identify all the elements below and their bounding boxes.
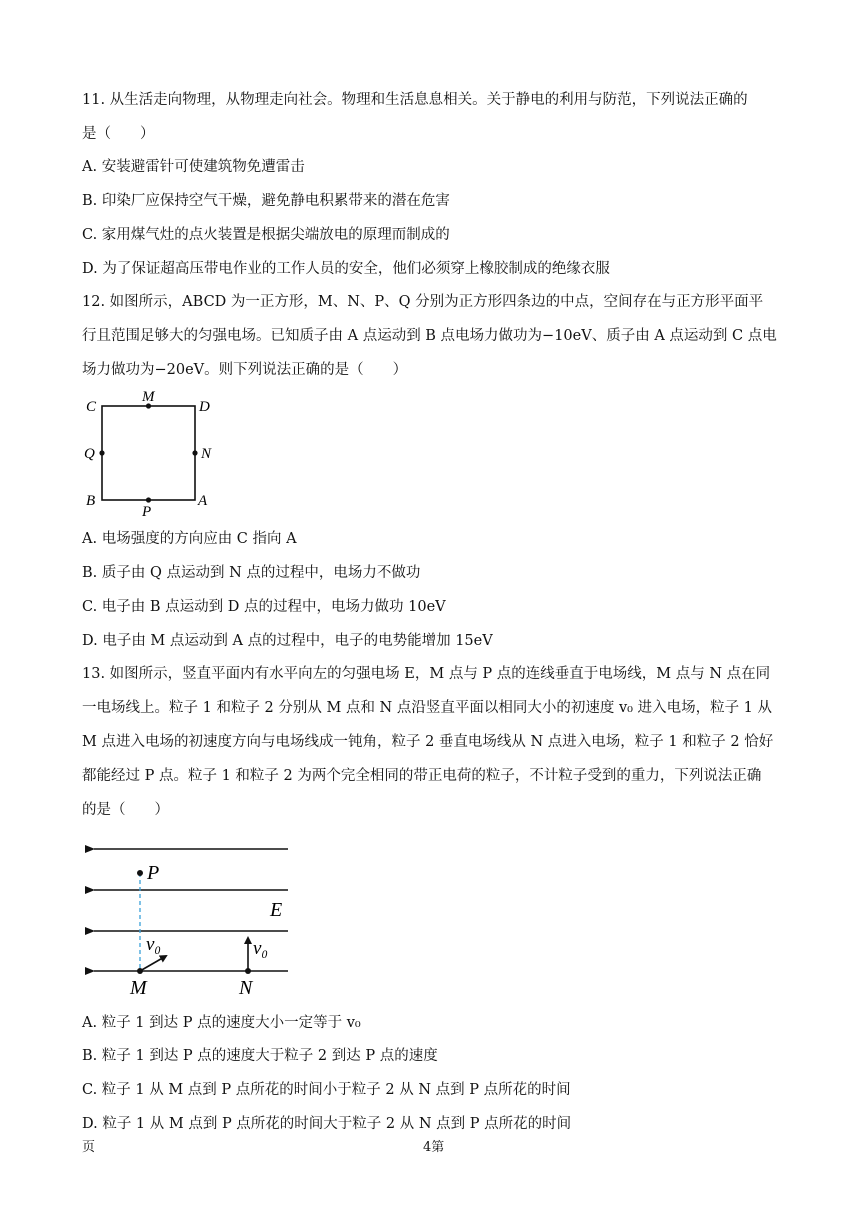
label-q: Q <box>84 446 95 462</box>
square-figure <box>82 388 222 520</box>
q12-stem-line1: 12. 如图所示，ABCD 为一正方形，M、N、P、Q 分别为正方形四条边的中点，空间存在与正方形平面平 <box>82 294 764 310</box>
q11-option-a: A. 安装避雷针可使建筑物免遭雷击 <box>82 159 305 175</box>
label-b: B <box>86 493 96 509</box>
label-a: A <box>198 493 208 509</box>
label-d: D <box>199 399 210 415</box>
q11-option-c: C. 家用煤气灶的点火装置是根据尖端放电的原理而制成的 <box>82 227 450 243</box>
footer-left: 页 <box>82 1140 96 1155</box>
q13-stem-line4: 都能经过 P 点。粒子 1 和粒子 2 为两个完全相同的带正电荷的粒子，不计粒子受到的重力，下列说法正确 <box>82 768 762 784</box>
q12-option-c: C. 电子由 B 点运动到 D 点的过程中，电场力做功 10eV <box>82 599 446 615</box>
label-v0-left: v₀ <box>146 934 162 955</box>
label-m: M <box>130 977 147 999</box>
label-m: M <box>142 389 155 405</box>
point-p-dot <box>137 870 143 876</box>
q12-stem-line2: 行且范围足够大的匀强电场。已知质子由 A 点运动到 B 点电场力做功为−10eV、质子由 A 点运动到 C 点电 <box>82 328 777 344</box>
label-v0-right: v₀ <box>253 938 269 959</box>
q13-option-d: D. 粒子 1 从 M 点到 P 点所花的时间大于粒子 2 从 N 点到 P 点所花的时间 <box>82 1116 572 1132</box>
q12-option-a: A. 电场强度的方向应由 C 指向 A <box>82 531 297 547</box>
v0-arrow-particle1 <box>140 956 166 971</box>
point-n-dot <box>192 450 197 455</box>
label-c: C <box>86 399 97 415</box>
q13-stem-line5: 的是（ ） <box>82 802 169 818</box>
q11-option-d: D. 为了保证超高压带电作业的工作人员的安全，他们必须穿上橡胶制成的绝缘衣服 <box>82 261 610 277</box>
q13-stem-line2: 一电场线上。粒子 1 和粒子 2 分别从 M 点和 N 点沿竖直平面以相同大小的初速度 v₀ 进入电场，粒子 1 从 <box>82 700 773 716</box>
label-e: E <box>270 899 283 921</box>
label-n: N <box>239 977 253 999</box>
q12-option-b: B. 质子由 Q 点运动到 N 点的过程中，电场力不做功 <box>82 565 421 581</box>
q13-stem-line1: 13. 如图所示，竖直平面内有水平向左的匀强电场 E，M 点与 P 点的连线垂直于电场线，M 点与 N 点在同 <box>82 666 771 682</box>
label-p: P <box>142 504 152 520</box>
point-p-dot <box>146 497 151 502</box>
q12-option-d: D. 电子由 M 点运动到 A 点的过程中，电子的电势能增加 15eV <box>82 633 493 649</box>
label-p: P <box>147 862 160 884</box>
label-n: N <box>201 446 212 462</box>
q13-stem-line3: M 点进入电场的初速度方向与电场线成一钝角，粒子 2 垂直电场线从 N 点进入电场，粒子 1 和粒子 2 恰好 <box>82 734 774 750</box>
q13-option-c: C. 粒子 1 从 M 点到 P 点所花的时间小于粒子 2 从 N 点到 P 点所花的时间 <box>82 1082 571 1098</box>
q12-stem-line3: 场力做功为−20eV。则下列说法正确的是（ ） <box>82 362 408 378</box>
field-figure <box>82 836 302 1002</box>
q13-option-a: A. 粒子 1 到达 P 点的速度大小一定等于 v₀ <box>82 1015 361 1031</box>
q13-option-b: B. 粒子 1 到达 P 点的速度大于粒子 2 到达 P 点的速度 <box>82 1048 438 1064</box>
footer-page-number: 4第 <box>423 1140 445 1155</box>
square-abcd <box>102 406 195 500</box>
q11-option-b: B. 印染厂应保持空气干燥，避免静电积累带来的潜在危害 <box>82 193 450 209</box>
point-q-dot <box>99 450 104 455</box>
q11-stem-line1: 11. 从生活走向物理，从物理走向社会。物理和生活息息相关。关于静电的利用与防范，下列说法正确的 <box>82 92 748 108</box>
q11-stem-line2: 是（ ） <box>82 126 155 142</box>
